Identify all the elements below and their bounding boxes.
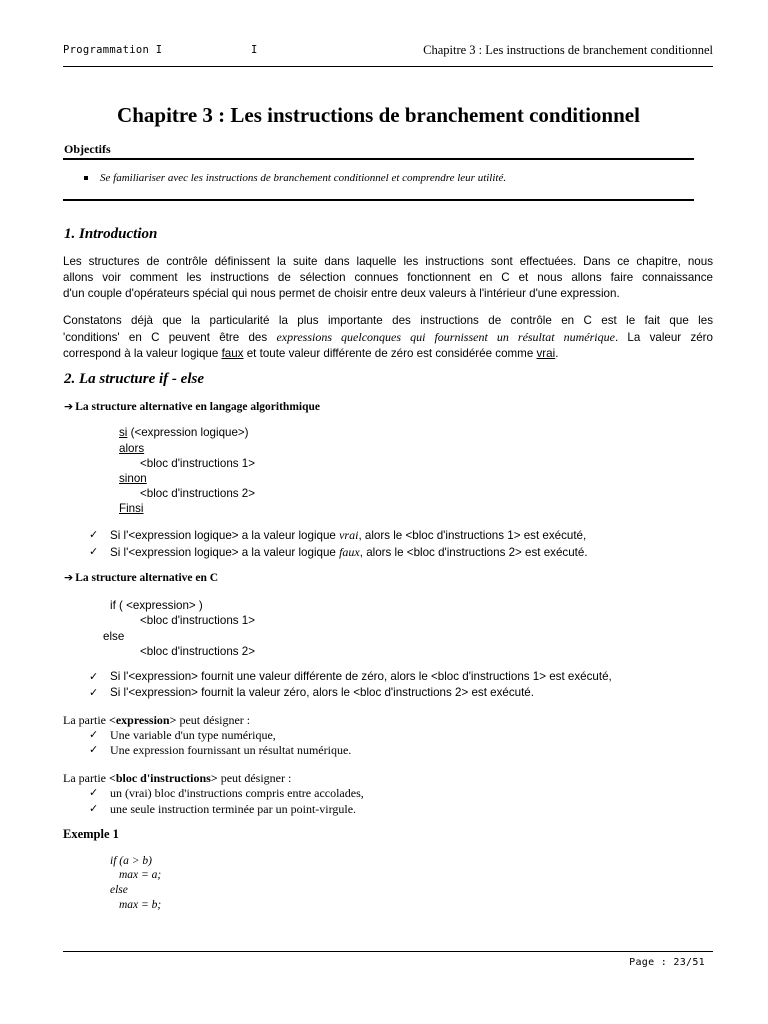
page-title: Chapitre 3 : Les instructions de branchement conditionnel (117, 103, 640, 127)
algo-finsi: Finsi (119, 502, 144, 515)
intro-p2-line-1: Constatons déjà que la particularité la plus importante des instructions de contrôle en C est le fait que les (63, 314, 713, 327)
partie-expression-line: La partie <expression> peut désigner : (63, 713, 251, 727)
algo-alors: alors (119, 442, 145, 455)
square-bullet-icon (84, 176, 88, 180)
checkmark-icon: ✓ (89, 686, 99, 699)
faux-term: faux (221, 347, 244, 360)
exemple-1-label: Exemple 1 (63, 827, 119, 841)
right-arrow-icon: ➔ (64, 400, 74, 413)
emphasis-expressions: expressions quelconques qui fournissent un résultat numérique (276, 330, 615, 344)
c-bloc1: <bloc d'instructions 1> (140, 614, 255, 627)
subheading-algorithmique: ➔ La structure alternative en langage algorithmique (64, 400, 320, 413)
algo-bloc1: <bloc d'instructions 1> (140, 457, 255, 470)
checkmark-icon: ✓ (89, 545, 99, 558)
checkmark-icon: ✓ (89, 786, 99, 799)
intro-p2-line-2: 'conditions' en C peuvent être des expressions quelconques qui fournissent un résultat numérique. La valeur zéro (63, 330, 713, 344)
check-vrai-item: Si l'<expression logique> a la valeur logique vrai, alors le <bloc d'instructions 1> est exécuté, (110, 528, 587, 542)
intro-p1-line-1: Les structures de contrôle définissent la suite dans laquelle les instructions sont effectuées. Dans ce chapitre, nous (63, 255, 713, 268)
example-code-line-4: max = b; (119, 899, 162, 911)
section-if-else-heading: 2. La structure if - else (64, 371, 204, 387)
bloc-accolades-item: un (vrai) bloc d'instructions compris entre accolades, (110, 786, 364, 800)
c-else: else (103, 630, 125, 643)
bloc-single-item: une seule instruction terminée par un point-virgule. (110, 802, 357, 816)
objectifs-top-rule (63, 158, 694, 160)
check-nonzero-item: Si l'<expression> fournit une valeur différente de zéro, alors le <bloc d'instructions 1> est exécuté, (110, 670, 612, 683)
algo-si-line: si (<expression logique>) (119, 426, 249, 439)
intro-paragraph-2 (63, 313, 713, 362)
header-left: Programmation I (63, 44, 163, 56)
c-if-line: if ( <expression> ) (110, 599, 203, 612)
vrai-term: vrai (536, 347, 556, 360)
header-rule (63, 66, 713, 67)
algo-bloc2: <bloc d'instructions 2> (140, 487, 255, 500)
algo-sinon: sinon (119, 472, 147, 485)
objectifs-label: Objectifs (64, 142, 111, 156)
objectifs-item: Se familiariser avec les instructions de branchement conditionnel et comprendre leur utilité. (100, 172, 507, 184)
checkmark-icon: ✓ (89, 670, 99, 683)
intro-p2-line-3: correspond à la valeur logique faux et toute valeur différente de zéro est considérée comme vrai. (63, 347, 559, 360)
expr-numeric-item: Une expression fournissant un résultat numérique. (110, 743, 352, 757)
checkmark-icon: ✓ (89, 743, 99, 756)
expr-variable-item: Une variable d'un type numérique, (110, 728, 276, 742)
checkmark-icon: ✓ (89, 528, 99, 541)
subheading-en-c: ➔ La structure alternative en C (64, 571, 219, 584)
checkmark-icon: ✓ (89, 728, 99, 741)
checkmark-icon: ✓ (89, 802, 99, 815)
c-bloc2: <bloc d'instructions 2> (140, 645, 255, 658)
header-mid: I (251, 44, 258, 56)
partie-bloc-line: La partie <bloc d'instructions> peut désigner : (63, 771, 292, 785)
page-number: Page : 23/51 (629, 957, 705, 968)
intro-paragraph-1 (63, 254, 713, 302)
example-code-line-1: if (a > b) (110, 855, 152, 867)
right-arrow-icon: ➔ (64, 571, 74, 584)
intro-p1-line-2: allons voir comment les instructions de sélection connues fonctionnent en C et nous allons faire connaissance (63, 271, 713, 284)
example-code-line-2: max = a; (119, 869, 162, 881)
header-right: Chapitre 3 : Les instructions de branchement conditionnel (423, 43, 713, 57)
check-zero-item: Si l'<expression> fournit la valeur zéro, alors le <bloc d'instructions 2> est exécuté. (110, 686, 534, 699)
example-code-line-3: else (110, 884, 128, 896)
check-faux-item: Si l'<expression logique> a la valeur logique faux, alors le <bloc d'instructions 2> est exécuté. (110, 545, 588, 559)
footer-rule (63, 951, 713, 952)
intro-p1-line-3: d'un couple d'opérateurs spécial qui nous permet de choisir entre deux valeurs à l'intérieur d'une expression. (63, 287, 620, 300)
section-introduction-heading: 1. Introduction (64, 226, 158, 242)
objectifs-bottom-rule (63, 199, 694, 201)
